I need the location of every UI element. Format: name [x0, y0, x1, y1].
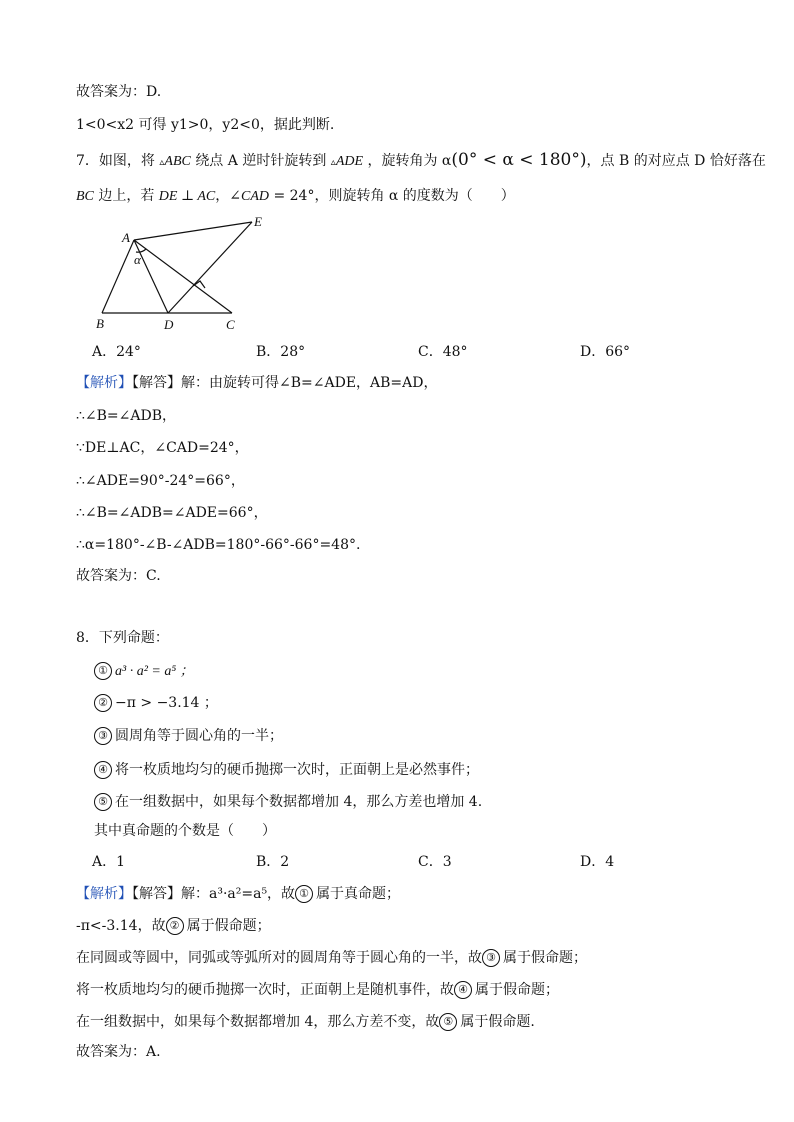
q8-stem: 8．下列命题： [76, 630, 169, 646]
q7-option-d[interactable]: D．66° [580, 344, 631, 360]
q8-analysis-line1: 【解析】【解答】解：a³·a²=a⁵，故 ① 属于真命题； [76, 886, 401, 902]
answer-q6: 故答案为：D. [76, 84, 162, 100]
segment-ac [134, 240, 232, 313]
segment-de [168, 222, 252, 313]
label-e: E [254, 214, 262, 229]
q8-option-a[interactable]: A．1 [92, 854, 126, 870]
label-d: D [164, 317, 174, 332]
q7-stem-line2: BC 边上，若 DE ⊥ AC，∠CAD = 24°，则旋转角 α 的度数为（ ） [76, 188, 515, 204]
segment-ad [134, 240, 168, 313]
right-angle-mark [193, 281, 205, 288]
label-b: B [96, 316, 104, 331]
q8-proposition-2: ② −π > −3.14 ； [94, 693, 218, 713]
rotation-figure [86, 210, 276, 334]
q8-option-c[interactable]: C．3 [418, 854, 452, 870]
q8-analysis-line5: 在一组数据中，如果每个数据都增加 4，那么方差不变，故 ⑤ 属于假命题. [76, 1014, 535, 1030]
label-a: A [122, 230, 130, 245]
segment-ae [134, 222, 252, 240]
answer-q7: 故答案为：C. [76, 568, 161, 584]
q8-analysis-line4: 将一枚质地均匀的硬币抛掷一次时，正面朝上是随机事件，故 ④ 属于假命题； [76, 982, 559, 998]
q8-option-b[interactable]: B．2 [256, 854, 290, 870]
q8-proposition-3: ③ 圆周角等于圆心角的一半； [94, 726, 283, 746]
q7-analysis-line2: ∴∠B=∠ADB， [76, 408, 177, 424]
q7-analysis-line4: ∴∠ADE=90°-24°=66°， [76, 473, 245, 489]
q7-stem-line1: 7．如图，将 ▵ABC 绕点 A 逆时针旋转到 ▵ADE ，旋转角为 α(0° < α < 180°)，点 B 的对应点 D 恰好落在 [76, 150, 766, 170]
q8-proposition-1: ① a³ · a² = a⁵ ； [94, 661, 194, 682]
q7-option-c[interactable]: C．48° [418, 344, 468, 360]
label-alpha: α [134, 252, 141, 267]
q7-option-a[interactable]: A．24° [92, 344, 141, 360]
q8-analysis-line2: -π<-3.14，故 ② 属于假命题； [76, 918, 271, 934]
q8-analysis-line3: 在同圆或等圆中，同弧或等弧所对的圆周角等于圆心角的一半，故 ③ 属于假命题； [76, 950, 587, 966]
q8-question: 其中真命题的个数是（ ） [94, 823, 276, 839]
q7-analysis-line5: ∴∠B=∠ADB=∠ADE=66°， [76, 505, 268, 521]
segment-ab [102, 240, 134, 313]
q7-option-b[interactable]: B．28° [256, 344, 306, 360]
q8-proposition-5: ⑤ 在一组数据中，如果每个数据都增加 4，那么方差也增加 4. [94, 792, 482, 812]
q7-analysis-line6: ∴α=180°-∠B-∠ADB=180°-66°-66°=48°. [76, 537, 361, 553]
q6-note: 1<0<x2 可得 y1>0，y2<0，据此判断. [76, 117, 335, 133]
q7-analysis-line3: ∵DE⊥AC，∠CAD=24°， [76, 440, 249, 456]
answer-q8: 故答案为：A. [76, 1044, 161, 1060]
q7-analysis-line1: 【解析】【解答】解：由旋转可得∠B=∠ADE，AB=AD， [76, 375, 438, 391]
label-c: C [226, 317, 235, 332]
q8-option-d[interactable]: D．4 [580, 854, 615, 870]
q8-proposition-4: ④ 将一枚质地均匀的硬币抛掷一次时，正面朝上是必然事件； [94, 760, 479, 780]
